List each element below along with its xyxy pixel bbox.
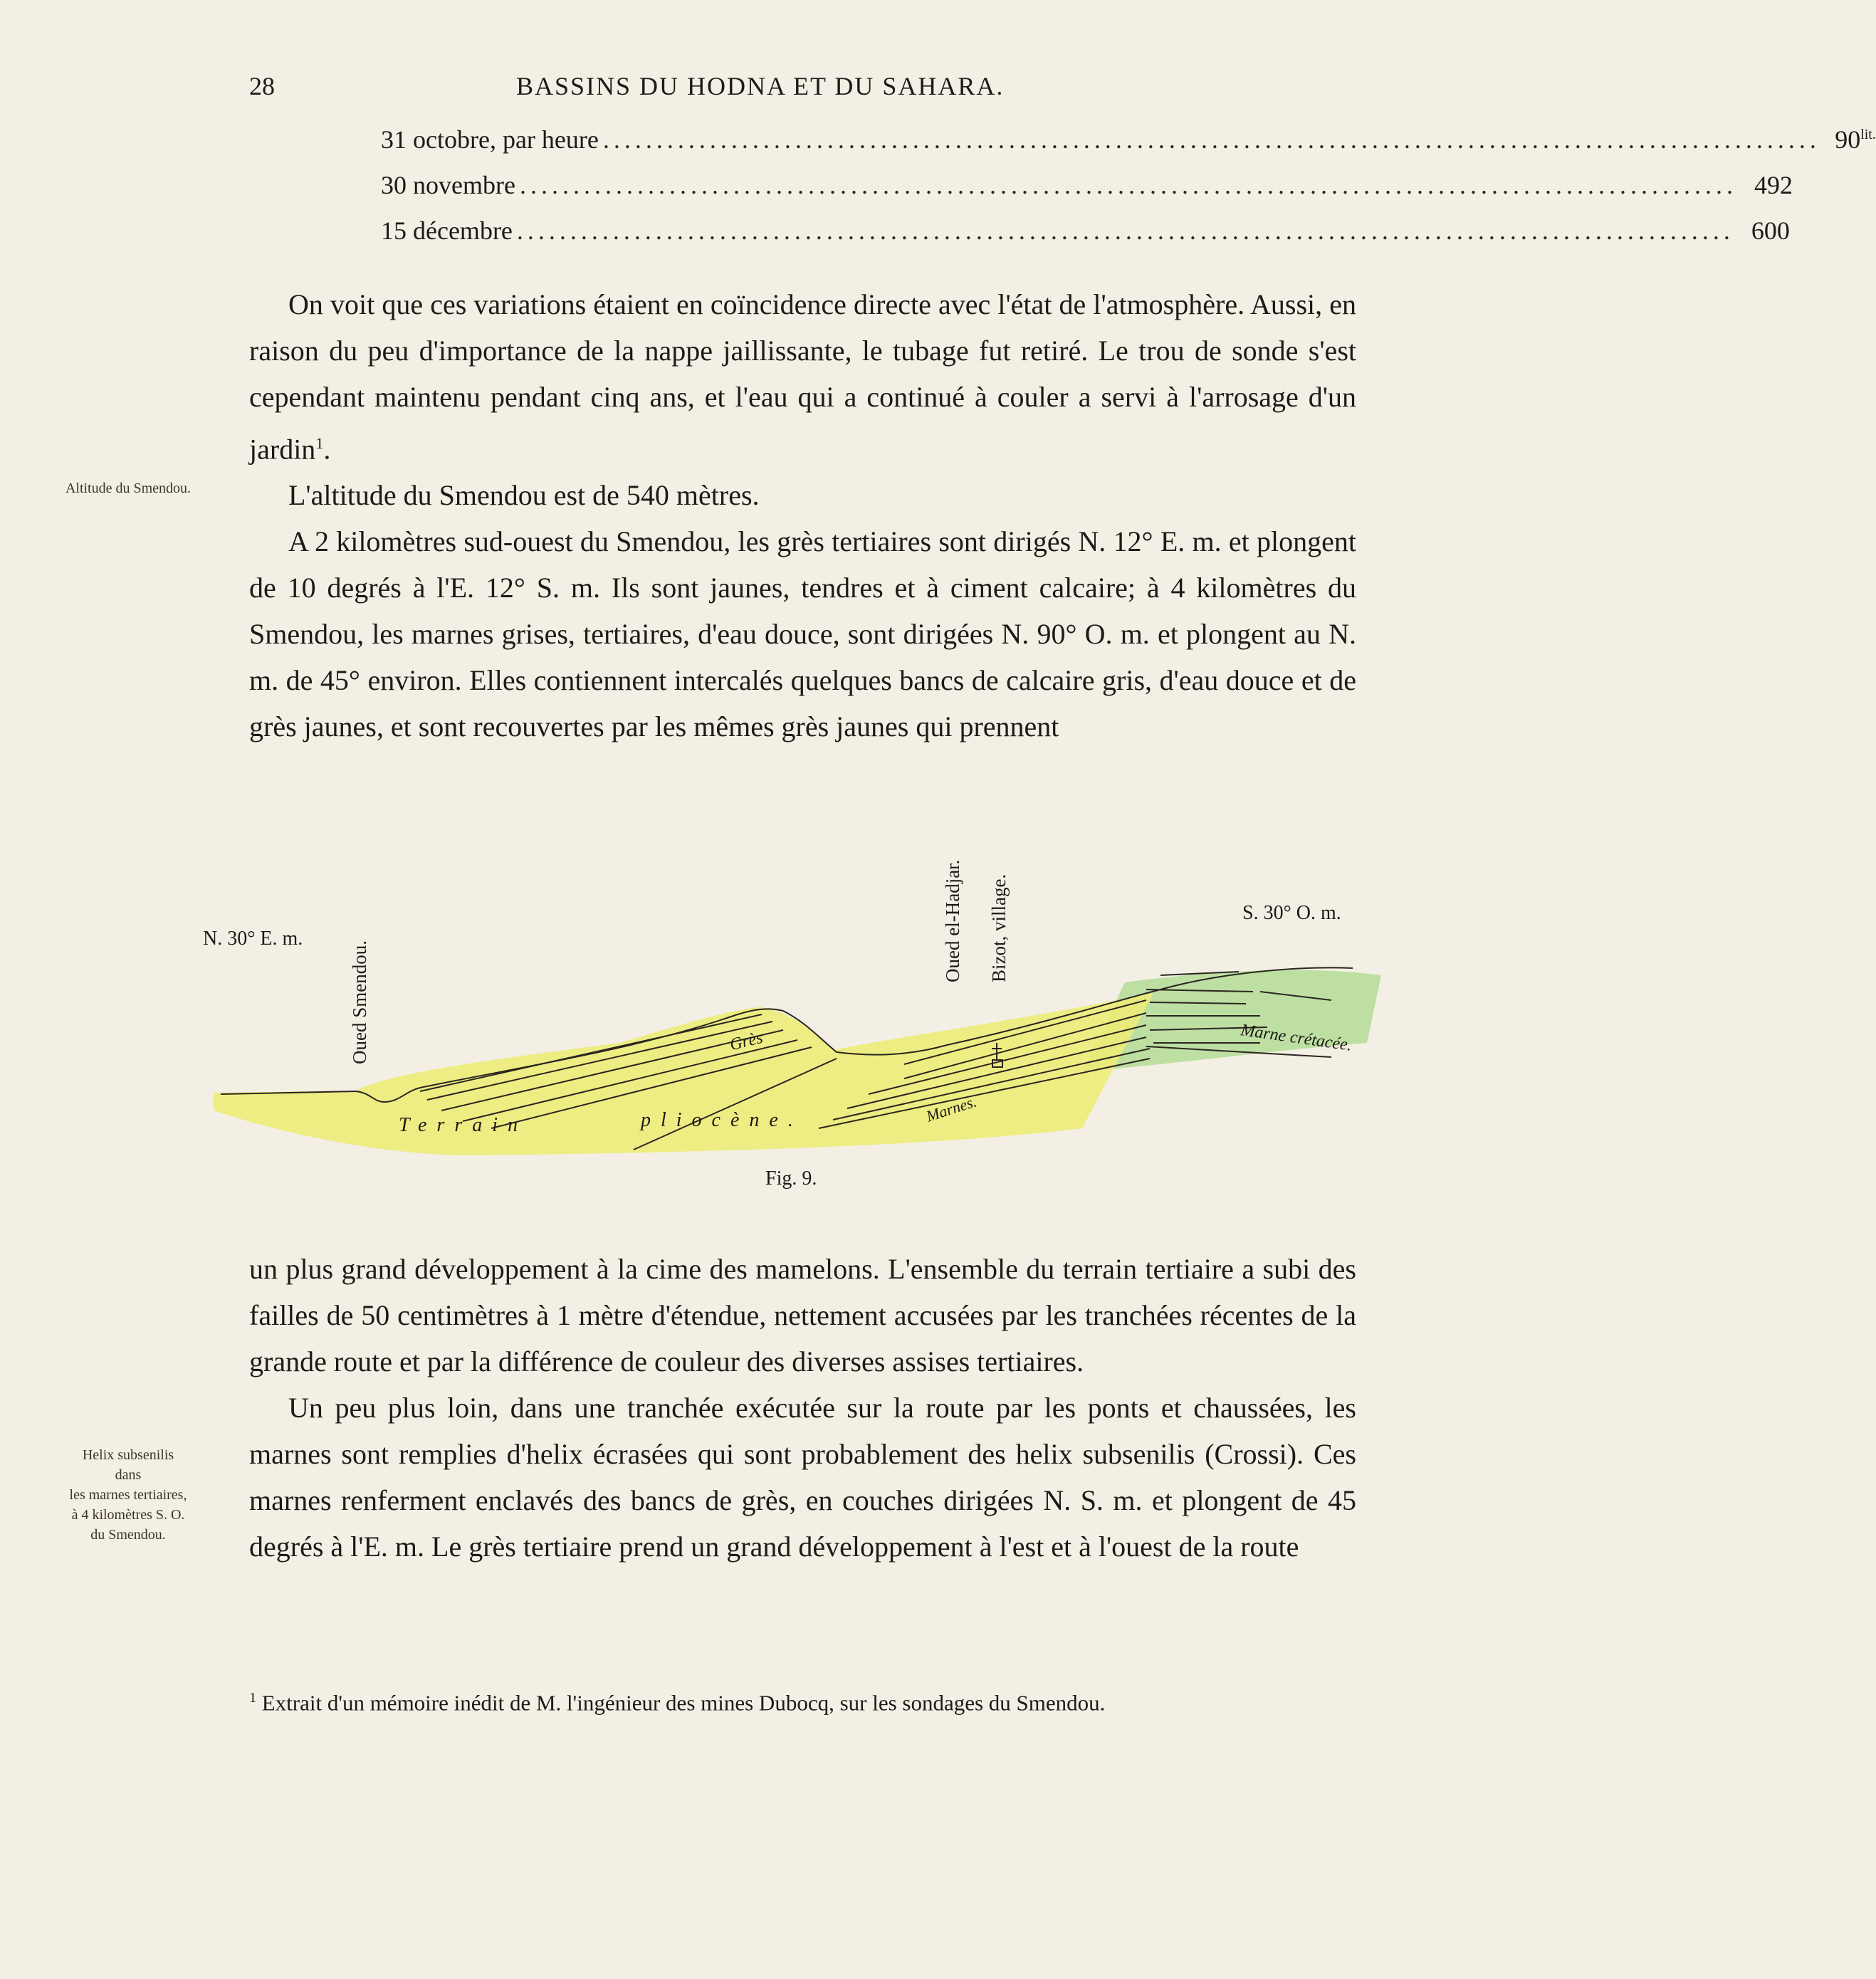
margin-note-altitude: Altitude du Smendou.	[65, 481, 192, 496]
running-title: BASSINS DU HODNA ET DU SAHARA.	[516, 72, 1005, 100]
leader-dots: ..................................................................................................................	[516, 216, 1734, 245]
margin-note-line: les marnes tertiaires,	[69, 1487, 187, 1503]
footnote	[249, 1680, 1356, 1721]
measurement-value: 492	[1754, 171, 1793, 199]
label-terrain: Terrain	[399, 1114, 528, 1136]
margin-note-line: du Smendou.	[90, 1527, 166, 1543]
paragraph: Un peu plus loin, dans une tranchée exécutée sur la route par les ponts et chaussées, les marnes sont remplies d'helix écrasées qui sont probablement des helix subsenilis (Crossi). Ces marnes renferment enclavés des bancs de grès, en couches dirigées N. S. m. et plongent de 45 degrés à l'E. m. Le grès tertiaire prend un grand développement à l'est et à l'ouest de la route	[249, 1392, 1356, 1563]
paragraph: A 2 kilomètres sud-ouest du Smendou, les grès tertiaires sont dirigés N. 12° E. m. et plongent de 10 degrés à l'E. 12° S. m. Ils sont jaunes, tendres et à ciment calcaire; à 4 kilomètres du Smendou, les marnes grises, tertiaires, d'eau douce, sont dirigées N. 90° O. m. et plongent au N. m. de 45° environ. Elles contiennent intercalés quelques bancs de calcaire gris, d'eau douce et de grès jaunes, et sont recouvertes par les mêmes grès jaunes qui prennent	[249, 525, 1356, 743]
measurement-value: $90^{lit.}$	[1835, 125, 1876, 154]
measurement-date: 15 décembre	[381, 216, 513, 245]
label-oued-smendou: Oued Smendou.	[349, 940, 370, 1064]
footnote-reference: 1	[315, 434, 324, 452]
measurement-date: 31 octobre, par heure	[381, 125, 599, 154]
footnote-text: Extrait d'un mémoire inédit de M. l'ingénieur des mines Dubocq, sur les sondages du Smendou.	[261, 1690, 1106, 1716]
running-head	[249, 71, 1353, 107]
measurement-row	[381, 170, 1793, 216]
paragraph: On voit que ces variations étaient en coïncidence directe avec l'état de l'atmosphère. Aussi, en raison du peu d'importance de la nappe jaillissante, le tubage fut retiré. Le trou de sonde s'est cependant maintenu pendant cinq ans, et l'eau qui a continué à couler a servi à l'arrosage d'un jardin$^1$.	[249, 288, 1356, 466]
figure-caption: Fig. 9.	[765, 1167, 817, 1190]
label-bizot-village: Bizot, village.	[988, 873, 1010, 982]
measurement-row	[381, 125, 1876, 170]
margin-note-line: Helix subsenilis	[82, 1447, 174, 1463]
measurement-date: 30 novembre	[381, 171, 515, 199]
body-text-bottom	[249, 1246, 1356, 1570]
label-gres: Grès	[728, 1028, 765, 1055]
label-oued-el-hadjar: Oued el-Hadjar.	[942, 859, 963, 982]
margin-note-helix	[21, 1445, 235, 1545]
label-marne-cretacee: Marne crétacée.	[1240, 1021, 1353, 1055]
margin-note-line: dans	[115, 1467, 142, 1483]
geological-section-figure	[192, 829, 1403, 1200]
paragraph: L'altitude du Smendou est de 540 mètres.	[288, 479, 760, 512]
label-marnes: Marnes.	[923, 1092, 979, 1125]
leader-dots: ..................................................................................................................	[519, 171, 1737, 199]
flow-measurement-list	[381, 125, 1876, 261]
leader-dots: ..................................................................................................................	[602, 125, 1820, 154]
measurement-value: 600	[1751, 216, 1790, 245]
measurement-row	[381, 216, 1790, 261]
orientation-left: N. 30° E. m.	[203, 928, 303, 950]
paragraph: un plus grand développement à la cime des mamelons. L'ensemble du terrain tertiaire a subi des failles de 50 centimètres à 1 mètre d'étendue, nettement accusées par les tranchées récentes de la grande route et par la différence de couleur des diverses assises tertiaires.	[249, 1253, 1356, 1377]
section-drawing	[192, 829, 1403, 1200]
body-text-top	[249, 281, 1356, 750]
label-pliocene: pliocène.	[641, 1109, 803, 1131]
page-number: 28	[249, 72, 275, 100]
margin-note-line: à 4 kilomètres S. O.	[71, 1507, 185, 1523]
footnote-marker: 1	[249, 1690, 256, 1706]
orientation-right: S. 30° O. m.	[1242, 902, 1341, 924]
